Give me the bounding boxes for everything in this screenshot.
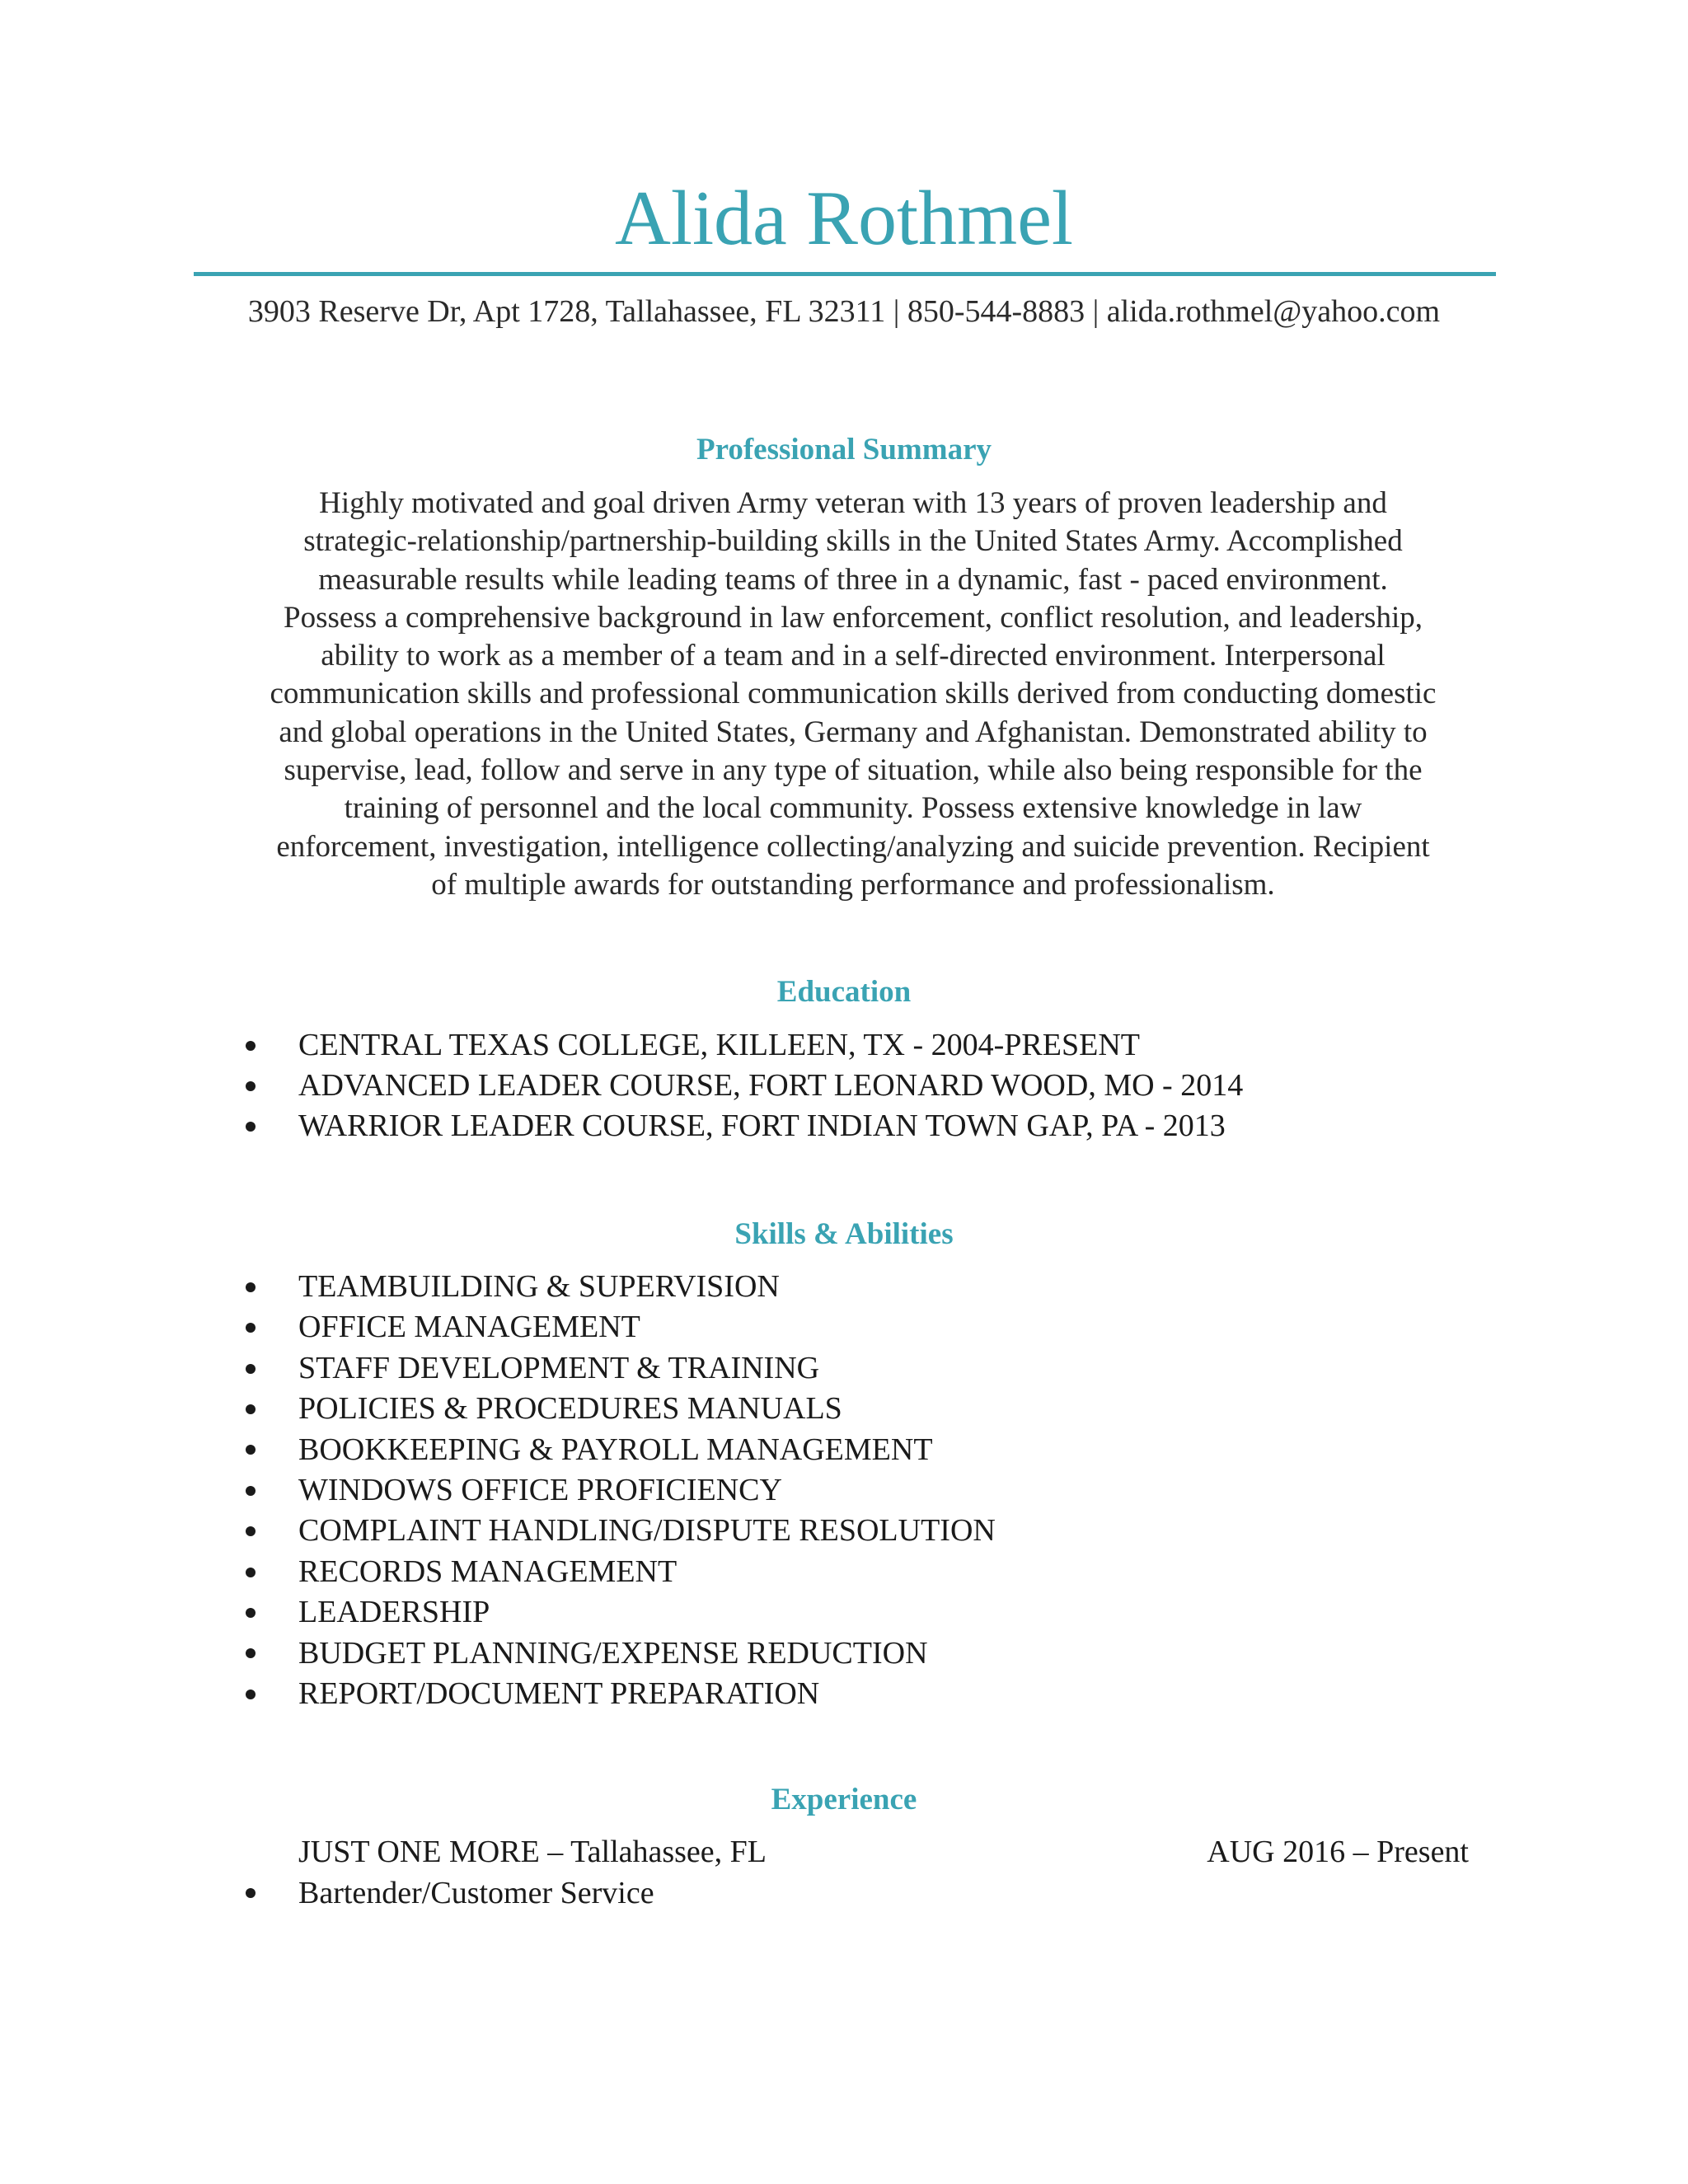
education-item: CENTRAL TEXAS COLLEGE, KILLEEN, TX - 2004-PRESENT bbox=[239, 1025, 1475, 1066]
job-dates: AUG 2016 – Present bbox=[1207, 1835, 1469, 1869]
summary-paragraph bbox=[223, 485, 1484, 904]
summary-line: measurable results while leading teams of three in a dynamic, fast - paced environment. bbox=[318, 562, 1388, 597]
bullet-icon bbox=[246, 1122, 256, 1132]
summary-line: enforcement, investigation, intelligence collecting/analyzing and suicide prevention. Recipient bbox=[276, 829, 1430, 864]
summary-line: of multiple awards for outstanding performance and professionalism. bbox=[431, 867, 1275, 902]
bullet-icon bbox=[246, 1568, 256, 1577]
job-employer: JUST ONE MORE – Tallahassee, FL bbox=[298, 1835, 767, 1869]
skill-item: COMPLAINT HANDLING/DISPUTE RESOLUTION bbox=[239, 1511, 1475, 1551]
skill-item: OFFICE MANAGEMENT bbox=[239, 1307, 1475, 1347]
skill-item: POLICIES & PROCEDURES MANUALS bbox=[239, 1389, 1475, 1429]
skill-item: STAFF DEVELOPMENT & TRAINING bbox=[239, 1348, 1475, 1389]
bullet-icon bbox=[246, 1445, 256, 1455]
skill-item: BOOKKEEPING & PAYROLL MANAGEMENT bbox=[239, 1430, 1475, 1470]
bullet-icon bbox=[246, 1404, 256, 1414]
skills-list bbox=[239, 1267, 1475, 1714]
skill-item: LEADERSHIP bbox=[239, 1592, 1475, 1633]
summary-line: communication skills and professional communication skills derived from conducting domestic bbox=[270, 677, 1437, 711]
header-divider bbox=[194, 272, 1496, 276]
experience-heading: Experience bbox=[771, 1783, 917, 1816]
summary-line: ability to work as a member of a team and in a self-directed environment. Interpersonal bbox=[321, 639, 1386, 673]
skill-item: TEAMBUILDING & SUPERVISION bbox=[239, 1267, 1475, 1307]
bullet-icon bbox=[246, 1486, 256, 1496]
summary-line: Possess a comprehensive background in law enforcement, conflict resolution, and leadership, bbox=[284, 600, 1423, 635]
bullet-icon bbox=[246, 1690, 256, 1699]
summary-line: supervise, lead, follow and serve in any type of situation, while also being responsible for the bbox=[284, 753, 1423, 788]
summary-heading: Professional Summary bbox=[696, 433, 992, 466]
job-duty-item: Bartender/Customer Service bbox=[239, 1872, 1475, 1914]
bullet-icon bbox=[246, 1041, 256, 1051]
education-heading: Education bbox=[776, 975, 912, 1009]
education-item: ADVANCED LEADER COURSE, FORT LEONARD WOOD, MO - 2014 bbox=[239, 1066, 1475, 1106]
bullet-icon bbox=[246, 1282, 256, 1292]
skill-item: RECORDS MANAGEMENT bbox=[239, 1552, 1475, 1592]
contact-line: 3903 Reserve Dr, Apt 1728, Tallahassee, FL 32311 | 850-544-8883 | alida.rothmel@yahoo.com bbox=[247, 294, 1441, 329]
applicant-name: Alida Rothmel bbox=[614, 176, 1074, 261]
skill-item: REPORT/DOCUMENT PREPARATION bbox=[239, 1674, 1475, 1714]
education-item: WARRIOR LEADER COURSE, FORT INDIAN TOWN GAP, PA - 2013 bbox=[239, 1106, 1475, 1146]
bullet-icon bbox=[246, 1323, 256, 1333]
bullet-icon bbox=[246, 1608, 256, 1618]
skills-heading: Skills & Abilities bbox=[734, 1217, 954, 1251]
summary-line: Highly motivated and goal driven Army veteran with 13 years of proven leadership and bbox=[319, 486, 1387, 520]
job-duties-list bbox=[239, 1872, 1475, 1914]
bullet-icon bbox=[246, 1648, 256, 1658]
education-list bbox=[239, 1025, 1475, 1146]
summary-line: training of personnel and the local community. Possess extensive knowledge in law bbox=[344, 791, 1362, 826]
job-header bbox=[298, 1831, 1469, 1872]
bullet-icon bbox=[246, 1081, 256, 1091]
skill-item: WINDOWS OFFICE PROFICIENCY bbox=[239, 1470, 1475, 1511]
bullet-icon bbox=[246, 1364, 256, 1374]
summary-line: and global operations in the United States, Germany and Afghanistan. Demonstrated ability to bbox=[279, 715, 1428, 749]
bullet-icon bbox=[246, 1526, 256, 1536]
bullet-icon bbox=[246, 1888, 256, 1898]
summary-line: strategic-relationship/partnership-building skills in the United States Army. Accomplished bbox=[303, 524, 1403, 559]
skill-item: BUDGET PLANNING/EXPENSE REDUCTION bbox=[239, 1633, 1475, 1674]
